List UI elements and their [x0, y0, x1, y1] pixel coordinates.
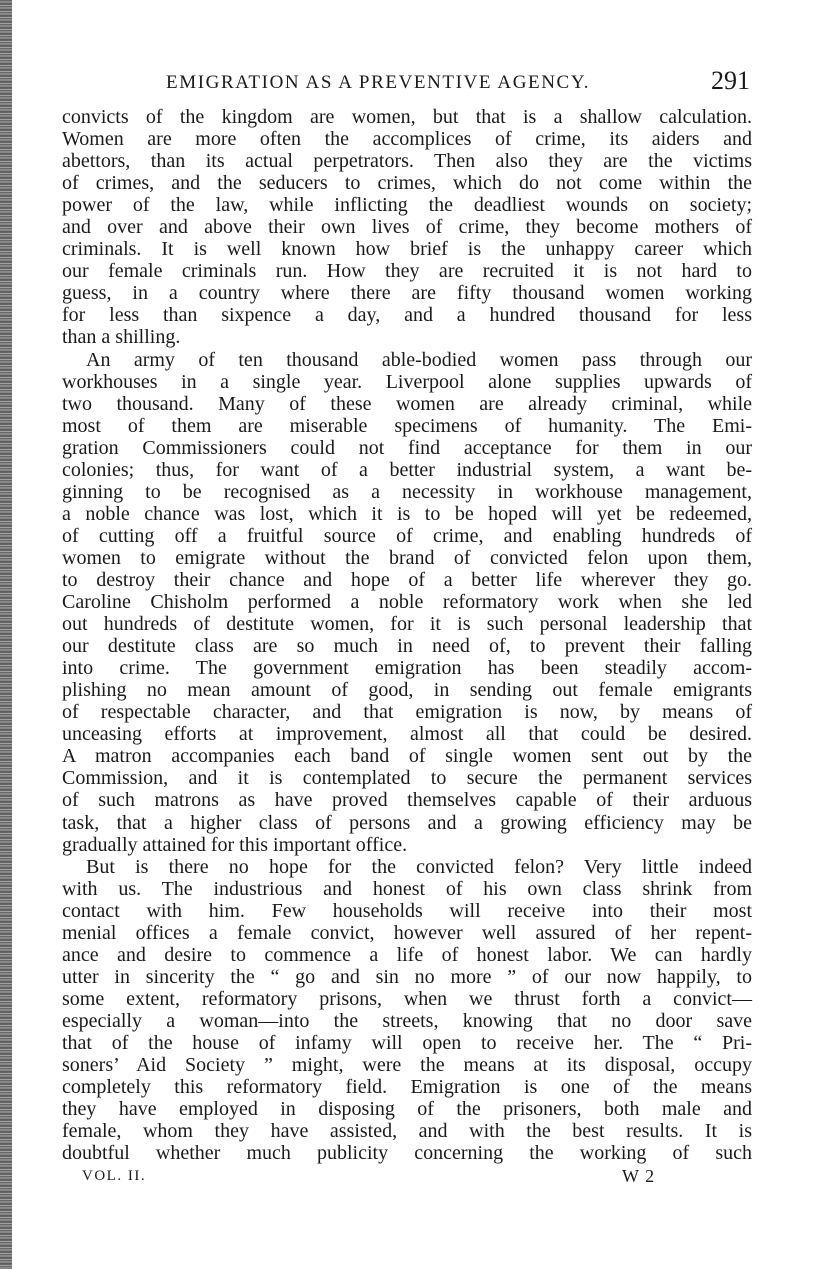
text-line: Commission, and it is contemplated to secure the permanent services	[62, 767, 752, 790]
text-line: most of them are miserable specimens of humanity. The Emi-	[62, 414, 752, 437]
text-line: power of the law, while inflicting the deadliest wounds on society;	[62, 194, 752, 217]
page-number: 291	[711, 66, 750, 95]
text-line: unceasing efforts at improvement, almost all that could be desired.	[62, 723, 752, 746]
text-line: they have employed in disposing of the prisoners, both male and	[62, 1098, 752, 1121]
text-line: But is there no hope for the convicted felon? Very little indeed	[86, 855, 752, 878]
text-line: utter in sincerity the “ go and sin no more ” of our now happily, to	[62, 965, 752, 988]
text-line: task, that a higher class of persons and a growing efficiency may be	[62, 811, 752, 834]
volume-label: VOL. II.	[82, 1168, 147, 1185]
text-line: ance and desire to commence a life of honest labor. We can hardly	[62, 943, 752, 966]
text-line: women to emigrate without the brand of convicted felon upon them,	[62, 546, 752, 569]
text-line: and over and above their own lives of crime, they become mothers of	[62, 216, 752, 239]
book-page	[62, 66, 752, 1192]
text-line: of respectable character, and that emigration is now, by means of	[62, 701, 752, 724]
text-line: that of the house of infamy will open to receive her. The “ Pri-	[62, 1031, 752, 1054]
running-title: EMIGRATION AS A PREVENTIVE AGENCY.	[166, 72, 591, 93]
text-line: a noble chance was lost, which it is to be hoped will yet be redeemed,	[62, 502, 752, 525]
text-line: of cutting off a fruitful source of crime, and enabling hundreds of	[62, 524, 752, 547]
text-line: doubtful whether much publicity concerning the working of such	[62, 1142, 752, 1165]
text-line: our female criminals run. How they are recruited it is not hard to	[62, 260, 752, 283]
body-text	[62, 106, 752, 1164]
text-line: than a shilling.	[62, 326, 181, 349]
text-line: gradually attained for this important office.	[62, 833, 408, 856]
text-line: especially a woman—into the streets, knowing that no door save	[62, 1009, 752, 1032]
text-line: guess, in a country where there are fifty thousand women working	[62, 282, 752, 305]
running-head	[62, 66, 752, 106]
text-line: Women are more often the accomplices of crime, its aiders and	[62, 128, 752, 151]
text-line: some extent, reformatory prisons, when we thrust forth a convict—	[62, 987, 752, 1010]
text-line: our destitute class are so much in need of, to prevent their falling	[62, 635, 752, 658]
text-line: Caroline Chisholm performed a noble reformatory work when she led	[62, 591, 752, 614]
text-line: menial offices a female convict, however well assured of her repent-	[62, 921, 752, 944]
text-line: with us. The industrious and honest of his own class shrink from	[62, 877, 752, 900]
text-line: abettors, than its actual perpetrators. Then also they are the victims	[62, 150, 752, 173]
text-line: out hundreds of destitute women, for it is such personal leadership that	[62, 613, 752, 636]
text-line: A matron accompanies each band of single women sent out by the	[62, 745, 752, 768]
text-line: of such matrons as have proved themselves capable of their arduous	[62, 789, 752, 812]
text-line: female, whom they have assisted, and with the best results. It is	[62, 1120, 752, 1143]
text-line: two thousand. Many of these women are already criminal, while	[62, 392, 752, 415]
text-line: into crime. The government emigration has been steadily accom-	[62, 657, 752, 680]
text-line: soners’ Aid Society ” might, were the means at its disposal, occupy	[62, 1054, 752, 1077]
text-line: gration Commissioners could not find acceptance for them in our	[62, 436, 752, 459]
text-line: for less than sixpence a day, and a hundred thousand for less	[62, 304, 752, 327]
signature-mark: W 2	[622, 1166, 656, 1187]
text-line: criminals. It is well known how brief is the unhappy career which	[62, 238, 752, 261]
text-line: An army of ten thousand able-bodied women pass through our	[86, 348, 752, 371]
text-line: convicts of the kingdom are women, but that is a shallow calculation.	[62, 106, 752, 128]
text-line: workhouses in a single year. Liverpool alone supplies upwards of	[62, 370, 752, 393]
text-line: plishing no mean amount of good, in sending out female emigrants	[62, 679, 752, 702]
text-line: of crimes, and the seducers to crimes, which do not come within the	[62, 172, 752, 195]
text-line: colonies; thus, for want of a better industrial system, a want be-	[62, 458, 752, 481]
page-footer	[62, 1166, 752, 1192]
text-line: completely this reformatory field. Emigration is one of the means	[62, 1076, 752, 1099]
text-line: contact with him. Few households will receive into their most	[62, 899, 752, 922]
page-binding-edge	[0, 0, 12, 1269]
text-line: to destroy their chance and hope of a better life wherever they go.	[62, 568, 752, 591]
text-line: ginning to be recognised as a necessity in workhouse management,	[62, 480, 752, 503]
